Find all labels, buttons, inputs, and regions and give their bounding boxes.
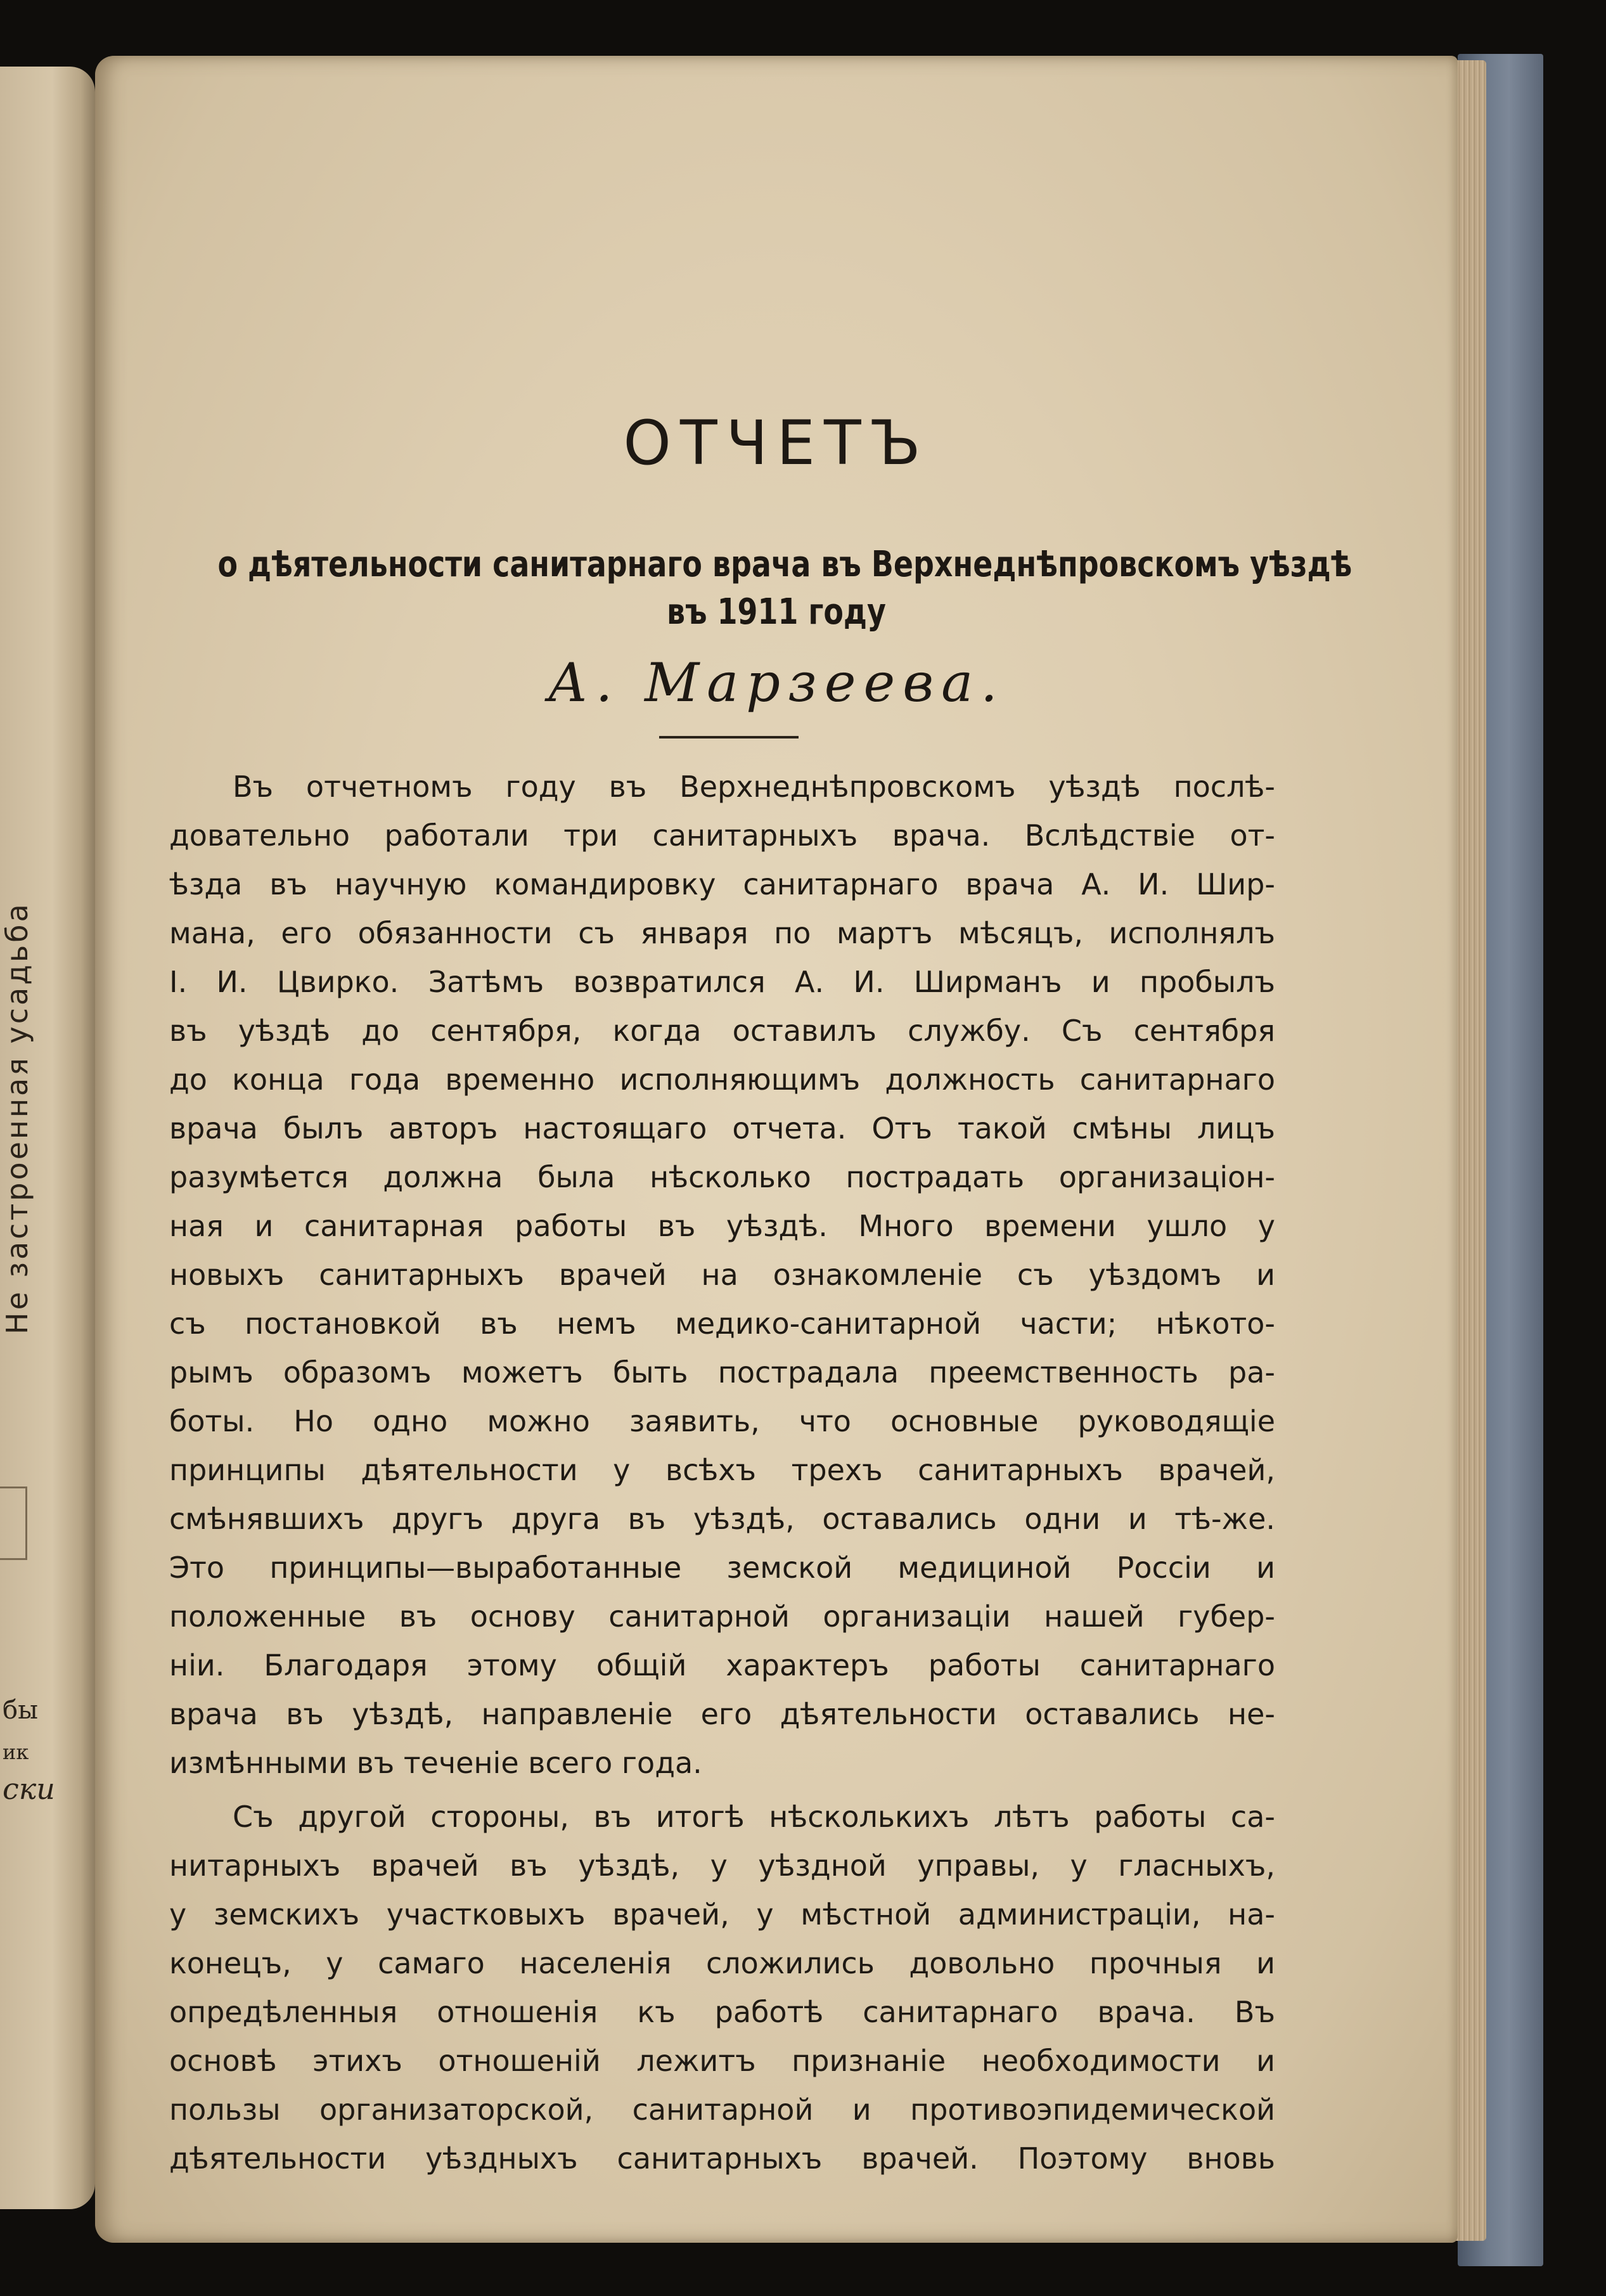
paragraph-line: І. И. Цвирко. Затѣмъ возвратился А. И. Ширманъ и пробылъ: [169, 965, 1275, 999]
paragraph-line: ная и санитарная работы въ уѣздѣ. Много времени ушло у: [169, 1209, 1275, 1243]
paragraph-line: врача былъ авторъ настоящаго отчета. Отъ такой смѣны лицъ: [169, 1111, 1275, 1145]
paragraph-line: довательно работали три санитарныхъ врача. Вслѣдствіе от-: [169, 818, 1275, 853]
paragraph-line: боты. Но одно можно заявить, что основные руководящіе: [169, 1404, 1275, 1438]
left-page-vertical-text: Не застроенная усадьба: [0, 901, 34, 1334]
document-title: ОТЧЕТЪ: [623, 408, 930, 479]
document-subtitle-year: въ 1911 году: [667, 591, 886, 633]
paragraph-line: пользы организаторской, санитарной и противоэпидемической: [169, 2093, 1275, 2127]
paragraph-line: Это принципы—выработанные земской медициной Россіи и: [169, 1551, 1275, 1585]
paragraph-line: ѣзда въ научную командировку санитарнаго врача А. И. Шир-: [169, 867, 1275, 901]
paragraph-line: новыхъ санитарныхъ врачей на ознакомленіе съ уѣздомъ и: [169, 1258, 1275, 1292]
paragraph-line: дѣятельности уѣздныхъ санитарныхъ врачей. Поэтому вновь: [169, 2141, 1275, 2176]
paragraph-line: опредѣленныя отношенія къ работѣ санитарнаго врача. Въ: [169, 1995, 1275, 2029]
left-facing-page: [0, 67, 95, 2209]
left-page-fragment: бы: [3, 1696, 38, 1725]
paragraph-line: положенные въ основу санитарной организаціи нашей губер-: [169, 1599, 1275, 1634]
paragraph-line: съ постановкой въ немъ медико-санитарной части; нѣкото-: [169, 1306, 1275, 1341]
paragraph-line: измѣнными въ теченіе всего года.: [169, 1746, 702, 1780]
document-subtitle: о дѣятельности санитарнаго врача въ Верхнеднѣпровскомъ уѣздѣ: [217, 544, 1352, 585]
paragraph-line: принципы дѣятельности у всѣхъ трехъ санитарныхъ врачей,: [169, 1453, 1275, 1487]
paragraph-line: Съ другой стороны, въ итогѣ нѣсколькихъ лѣтъ работы са-: [233, 1800, 1275, 1834]
title-divider: [659, 736, 799, 738]
paragraph-line: основѣ этихъ отношеній лежитъ признаніе необходимости и: [169, 2044, 1275, 2078]
paragraph-line: рымъ образомъ можетъ быть пострадала преемственность ра-: [169, 1355, 1275, 1390]
paragraph-line: у земскихъ участковыхъ врачей, у мѣстной администраціи, на-: [169, 1897, 1275, 1932]
paragraph-gap: [169, 1788, 1275, 1793]
paragraph-line: разумѣется должна была нѣсколько пострадать организаціон-: [169, 1160, 1275, 1194]
paragraph-line: мана, его обязанности съ января по мартъ мѣсяцъ, исполнялъ: [169, 916, 1275, 950]
paragraph-line: врача въ уѣздѣ, направленіе его дѣятельности оставались не-: [169, 1697, 1275, 1731]
left-page-fragment: ски: [3, 1772, 55, 1806]
paragraph-line: нитарныхъ врачей въ уѣздѣ, у уѣздной управы, у гласныхъ,: [169, 1848, 1275, 1883]
paragraph-line: ніи. Благодаря этому общій характеръ работы санитарнаго: [169, 1648, 1275, 1682]
body-text: [169, 763, 1275, 2183]
paragraph-line: смѣнявшихъ другъ друга въ уѣздѣ, оставались одни и тѣ-же.: [169, 1502, 1275, 1536]
left-page-margin-box: [0, 1487, 27, 1560]
left-page-fragment: ик: [3, 1740, 29, 1764]
paragraph-line: въ уѣздѣ до сентября, когда оставилъ службу. Съ сентября: [169, 1014, 1275, 1048]
paragraph-line: до конца года временно исполняющимъ должность санитарнаго: [169, 1062, 1275, 1097]
paragraph-line: конецъ, у самаго населенія сложились довольно прочныя и: [169, 1946, 1275, 1980]
document-author: А. Марзеева.: [548, 652, 1005, 714]
report-page: [95, 56, 1458, 2243]
paragraph-line: Въ отчетномъ году въ Верхнеднѣпровскомъ уѣздѣ послѣ-: [233, 770, 1275, 804]
